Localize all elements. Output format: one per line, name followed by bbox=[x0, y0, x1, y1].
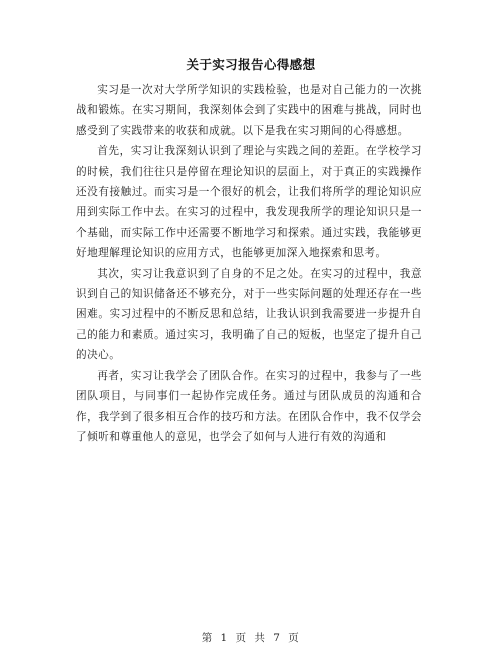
document-body bbox=[76, 80, 422, 447]
paragraph-shortcomings: 其次，实习让我意识到了自身的不足之处。在实习的过程中，我意识到自己的知识储备还不够充分，对于一些实际问题的处理还存在一些困难。实习过程中的不断反思和总结，让我认识到我需要进一步提升自己的能力和素质。通过实习，我明确了自己的短板，也坚定了提升自己的决心。 bbox=[76, 267, 422, 362]
document-title: 关于实习报告心得感想 bbox=[186, 57, 316, 72]
paragraph-intro: 实习是一次对大学所学知识的实践检验，也是对自己能力的一次挑战和锻炼。在实习期间，我深刻体会到了实践中的困难与挑战，同时也感受到了实践带来的收获和成就。以下是我在实习期间的心得感想。 bbox=[76, 84, 422, 137]
paragraph-teamwork: 再者，实习让我学会了团队合作。在实习的过程中，我参与了一些团队项目，与同事们一起协作完成任务。通过与团队成员的沟通和合作，我学到了很多相互合作的技巧和方法。在团队合作中，我不仅学会了倾听和尊重他人的意见，也学会了如何与人进行有效的沟通和 bbox=[76, 369, 422, 443]
paragraph-theory-practice: 首先，实习让我深刻认识到了理论与实践之间的差距。在学校学习的时候，我们往往只是停留在理论知识的层面上，对于真正的实践操作还没有接触过。而实习是一个很好的机会，让我们将所学的理论知识应用到实际工作中去。在实习的过程中，我发现我所学的理论知识只是一个基础，而实际工作中还需要不断地学习和探索。通过实践，我能够更好地理解理论知识的应用方式，也能够更加深入地探索和思考。 bbox=[76, 145, 422, 260]
page-number-footer: 第 1 页 共 7 页 bbox=[201, 632, 301, 644]
